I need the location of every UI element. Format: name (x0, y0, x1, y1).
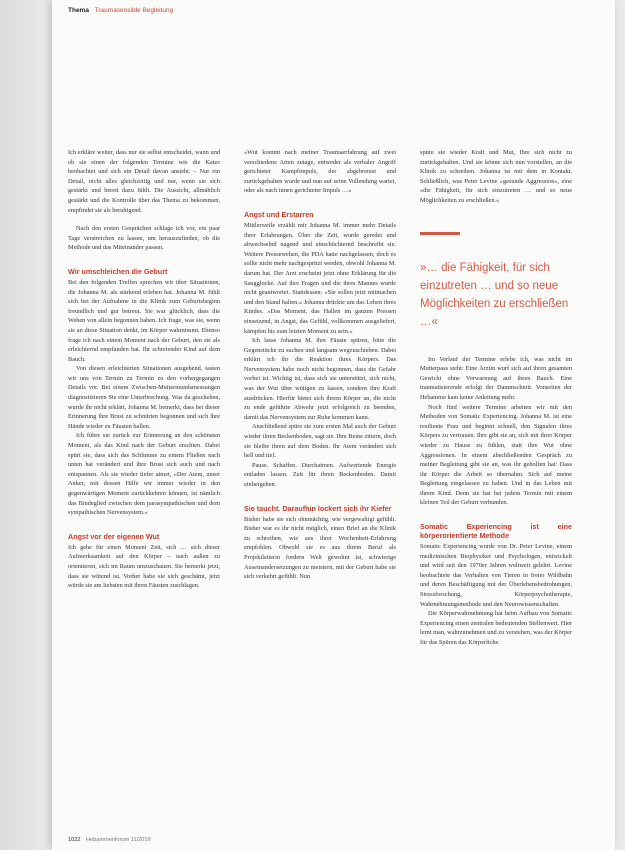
paragraph: Im Verlauf der Termine erlebe ich, was nicht im Mutterpass steht: Eine Ärztin wurf sich auf ihren gesamten Gewicht ohne Vorwarnung auf ihren Bauch. Eine traumatisierende erfolgt der Dammschnitt. Vonseiten der Hebamme kam keine Anleitung mehr. (420, 355, 572, 401)
page-number: 1022 (68, 837, 81, 843)
text-column-2 (244, 148, 396, 582)
paragraph: »Wut kommt nach meiner Traumaerfahrung auf zwei verschiedene Arten zutage, entweder als verbaler Angriff gerichteter Kampfimpuls, der abgebremst und zurückgehalten wurde und nun auf seine Vollendung wartet, oder als nach innen gerichteter Impuls …« (244, 149, 396, 195)
paragraph: Von diesen erleichterten Situationen ausgehend, tasten wir uns von Termin zu Termin zu den vorhergegangen Details vor. Bei einem Zwischen-Muttermundsmessungen diagnostizieren Sie eine Unterbrechung. Was da geschehen, wurde ihr nicht erklärt, Johanna M. bemerkt, dass bei dieser Erinnerung ihre Brust zu schnürten begonnen und sich ihre Hände wieder zu Fäusten ballen. (68, 365, 220, 430)
subheading: Sie taucht. Daraufhin lockert sich ihr Kiefer (244, 503, 392, 513)
paragraph: spüre sie wieder Kraft und Mut, Ihre sich nicht zu zurückgehalten. Und sie könne sich nun vorstellen, an die Klinik zu schreiben. Johanna ist mit dem in Kontakt. Schließlich, was Peter Levine »gesunde Aggression«, eine »die Fähigkeit, für sich einzutreten … und so neue Möglichkeiten zu erschließen.« (420, 149, 572, 204)
running-header (68, 7, 173, 14)
section-subtitle: Traumasensible Begleitung (94, 7, 174, 14)
section-label: Thema (68, 7, 89, 14)
paragraph: Ich führe sie zurück zur Erinnerung an den schönsten Moment, als das Kind nach der Geburt erschien. Dabei spürt sie, dass sich das Schlimme zu einem Fließen nach unten hat verändert und ihre Brust sich auch und nach entspannen. Als sie wieder tiefer atmet, »Der Atem, unser Anker, mit dessen Hilfe wir immer wieder in den gegenwärtigen Moment zurückkehren können, ist nämlich das Bindeglied zwischen dem parasympathischen und dem sympathischen Nervensystem.« (68, 432, 220, 517)
paragraph: Bisher habe sie sich ohnmächtig, wie vergewaltigt gefühlt. Bisher war es ihr nicht möglich, einen Brief an die Klinik zu schreiben, wie aus ihrer Wochenbett-Erfahrung empfohlen. Obwohl sie es aus ihrem Beruf als Projektleiterin fordern Welt gewohnt ist, schwierige Auseinandersetzungen zu meistern, mit der Geburt habe sie sich verkehrt gefühlt. Nun (244, 515, 396, 581)
publication-name: Hebammenforum 11/2019 (86, 837, 151, 843)
paragraph: Nach den ersten Gesprächen schlage ich vor, ein paar Tage verstreichen zu lassen, um herauszufinden, ob die Methode und das Miteinander passen. (68, 225, 220, 252)
page-gutter (0, 0, 52, 850)
subheading: Angst vor der eigenen Wut (68, 531, 160, 541)
paragraph: Pause. Schaffen. Durchatmen. Aufwertende Energie entladen lassen. Zeit für ihren Beckenboden. Damit einhergehen. (244, 461, 396, 488)
paragraph: Mittlerweile erzählt mir Johanna M. immer mehr Details ihrer Erfahrungen. Über die Zeit, wurde geredet und abwechselnd nagend und einschüchternd beschreibt sie. Weitere Pressewehen, die PDA hatte nachgelassen, doch es sollte nicht mehr nachgespritzt werden, obwohl Johanna M. darum bat. Der Arzt erscheint jetzt ohne Erklärung für die Saugglocke. Auf ihre Fragen und die ihres Mannes wurde nicht geantwortet. Stattdessen: »Sie sollen jetzt mitmachen und den Stand halten.« Johanna drückte um das Leben ihres Kindes. »Das Moment, das Hallen im ganzen Pressen einsetzend, in Angst, das Gefühl, vollkommen ausgeliefert, kämpfen bis zum letzten Moment zu sein.« (244, 221, 396, 335)
subheading: Somatic Experiencing ist eine körperorientierte Methode (420, 522, 572, 541)
subheading: Wir umschleichen die Geburt (68, 266, 168, 276)
paragraph: Ich erkläre weiter, dass nur sie selbst entscheidet, wann und ob sie einen der folgenden Termine wie die Katze beobachtet und sich ein Detail davon ansieht. – Nur ein Detail, nicht alles gleichzeitig und nur, wenn sie sich gestärkt und bereit dazu fühlt. Die Aussicht, allmählich gestärkt und die Kontrolle über das Thema zu bekommen, empfindet sie als beruhigend. (68, 149, 220, 214)
paragraph: Ich gehe für einen Moment Zeit, sich … sich dieser Aufmerksamkeit auf den Körper – nach außen zu orientieren, sich im Raum umzuschauen. Sie bemerkt jetzt, dass sie wütend ist. Vorher habe sie sich geschämt, jetzt würde sie am liebsten mit ihren Fäusten zuschlagen. (68, 543, 220, 590)
paragraph: Ich lasse Johanna M. ihre Fäuste spüren, bitte die Gegenstücke zu suchen und langsam wegzuschieben. Dabei erklärt ich ihr die Reaktion ihres Körpers. Das Nervensystem habe noch nicht begonnen, dass die Gefahr vorbei ist. Wichtig ist, dass sich sie unterstützt, sich nicht, was der Wut über wütigen zu lassen, sondern ihre Kraft ausdrücken. Hierfür bietet sich ihrem Körper an, die nicht zu ende geführte Abwehr jetzt erfolgreich zu beenden, damit das Nervensystem zur Ruhe kommen kann. (244, 337, 396, 421)
paragraph: Bei den folgenden Treffen sprechen wir über Situationen, die Johanna M. als stärkend erleben hat. Johanna M. fühlt sich bei der Aufnahme in die Klinik zum Geburtsbeginn freundlich und gut betreut. Sie war glücklich, dass die Wehen von allein begonnen haben. Ich frage, was sie, wenn sie an diese Situation denkt, im Körper wahrnimmt. Ebenso frage ich nach einem Moment nach der Geburt, den sie als erleichternd empfunden hat. Ihr schreiender Kind auf dem Bauch. (68, 278, 220, 363)
paragraph: Noch fünf weitere Termine arbeiten wir mit den Methoden von Somatic Experiencing. Johanna M. ist eine resiliente Frau und beginnt schnell, den Signalen ihres Körpers zu vertrauen. Ihre gibt sie an, sich mit ihrer Körper wieder zu Hause zu fühlen, statt ihre Wut ohne Aggressionen. In einem abschließenden Gespräch zu meiner Begleitung gibt sie an, was ihr geholfen hat: Dass ihr Körper die Arbeit so übernahm. Sich auf meine Begleitung eingelassen zu haben. Und in das Leben mit ihrem Kind. Denn sie hat bei jedem Termin mit einem kleinen Teil der Geburt verbunden. (420, 403, 572, 507)
page-footer (68, 837, 151, 843)
paragraph: Anschließend spüre sie zum ersten Mal auch der Geburt wieder ihren Beckenboden, sagt sie. Ihre Beine zittern, doch sie bleibe ihren auf dem Boden. Ihr Atem verändert sich hell und tief. (244, 423, 396, 460)
text-column-1 (68, 148, 220, 591)
paragraph: Die Körperwahrnehmung hat beim Aufbau von Somatic Experiencing einen zentralen bedeutenden Stellenwert. Hier lernt man, wahrzunehmen und zu verstehen, was der Körper für das Spüren das Körperliche. (420, 610, 572, 646)
pullquote-rule (420, 232, 460, 235)
pullquote: »… die Fähigkeit, für sich einzutreten … und so neue Möglichkeiten zu erschließen …« (420, 261, 569, 328)
subheading: Angst und Erstarren (244, 209, 314, 219)
paragraph: Somatic Experiencing wurde von Dr. Peter Levine, einem medizinischen Biophysiker und Psychologen, entwickelt und wird seit den 1970er Jahren weltweit gelehrt. Levine beobachtete das Verhalten von Tieren in freier Wildbahn und deren Beschäftigung mit der Überlebensbedrohungen, Stressforschung, Körperpsychotherapie, Wahrnehmungsmethode und den Neurowissenschaften. (420, 543, 572, 608)
magazine-page (52, 0, 615, 850)
text-column-3 (420, 148, 572, 648)
